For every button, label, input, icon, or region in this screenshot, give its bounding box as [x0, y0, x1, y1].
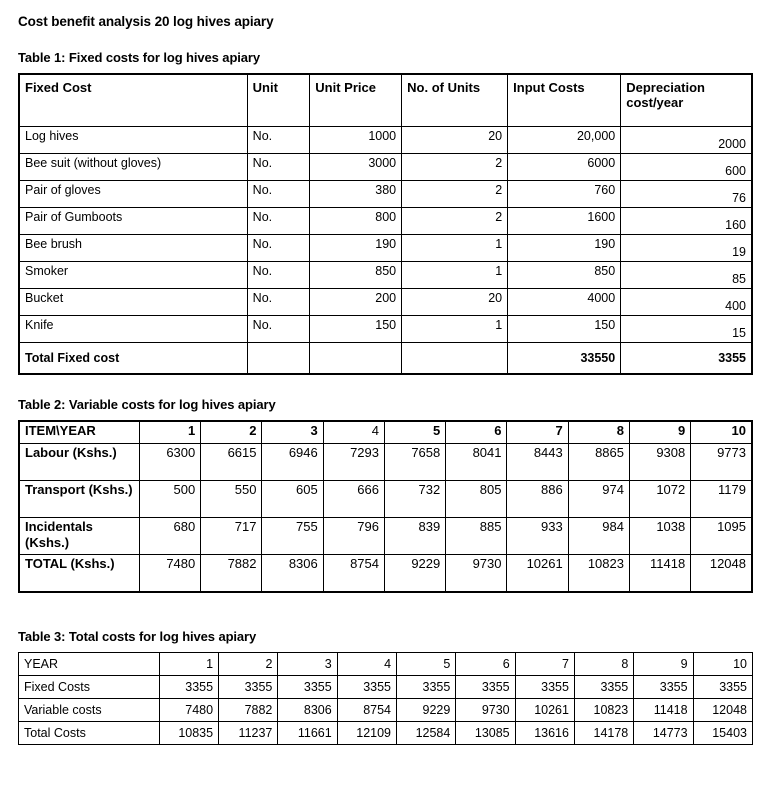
cell-value: 9773	[691, 444, 752, 481]
cell-value: 7293	[323, 444, 384, 481]
cell-unit-price: 190	[310, 235, 402, 262]
cell-value: 796	[323, 518, 384, 555]
cell-depreciation: 85	[621, 262, 752, 289]
cell-input-cost: 6000	[508, 154, 621, 181]
cell-value: 9229	[397, 699, 456, 722]
cell-no-of-units: 20	[402, 127, 508, 154]
cell-value: 3355	[693, 676, 752, 699]
cell-no-of-units: 1	[402, 316, 508, 343]
cell-value: 14178	[574, 722, 633, 745]
cell-input-cost: 1600	[508, 208, 621, 235]
cell-no-of-units: 20	[402, 289, 508, 316]
cell-item-name: Bee brush	[19, 235, 247, 262]
cell-value: 3355	[634, 676, 693, 699]
column-header-year-8: 8	[568, 421, 629, 444]
cell-value: 717	[201, 518, 262, 555]
cell-value: 3355	[219, 676, 278, 699]
cell-depreciation: 15	[621, 316, 752, 343]
cell-unit: No.	[247, 181, 310, 208]
column-header-year-2: 2	[219, 653, 278, 676]
cell-value: 13085	[456, 722, 515, 745]
column-header-year-1: 1	[159, 653, 218, 676]
column-header-fixed-cost: Fixed Cost	[19, 74, 247, 127]
cell-item-name: Pair of Gumboots	[19, 208, 247, 235]
cell-value: 10261	[515, 699, 574, 722]
cell-value: 1072	[629, 481, 690, 518]
column-header-year-8: 8	[574, 653, 633, 676]
cell-value: 500	[139, 481, 200, 518]
table2-header	[19, 421, 752, 444]
table-header-row	[19, 74, 752, 127]
cell-item-name: Log hives	[19, 127, 247, 154]
row-header-incidentals: Incidentals (Kshs.)	[19, 518, 139, 555]
table2-caption: Table 2: Variable costs for log hives apiary	[18, 397, 276, 412]
column-header-year-7: 7	[507, 421, 568, 444]
cell-total-depreciation: 3355	[621, 343, 752, 375]
cell-value: 974	[568, 481, 629, 518]
cell-value: 11418	[629, 555, 690, 593]
table3-header	[19, 653, 753, 676]
cell-input-cost: 760	[508, 181, 621, 208]
table-row	[19, 208, 752, 235]
cell-value: 8306	[262, 555, 323, 593]
cell-value: 13616	[515, 722, 574, 745]
table3-caption: Table 3: Total costs for log hives apiary	[18, 629, 257, 644]
cell-value: 984	[568, 518, 629, 555]
table3-body	[19, 676, 753, 745]
row-header-total-costs: Total Costs	[19, 722, 160, 745]
table-total-row	[19, 343, 752, 375]
cell-no-of-units: 1	[402, 262, 508, 289]
table-row	[19, 181, 752, 208]
cell-value: 8041	[446, 444, 507, 481]
table-header-row	[19, 653, 753, 676]
cell-value: 12048	[691, 555, 752, 593]
row-header-total: TOTAL (Kshs.)	[19, 555, 139, 593]
table-row	[19, 481, 752, 518]
cell-unit-price: 200	[310, 289, 402, 316]
cell-unit-price: 850	[310, 262, 402, 289]
cell-input-cost: 20,000	[508, 127, 621, 154]
cell-item-name: Smoker	[19, 262, 247, 289]
cell-value: 10823	[568, 555, 629, 593]
cell-unit: No.	[247, 154, 310, 181]
total-costs-table	[18, 652, 753, 745]
column-header-year-10: 10	[691, 421, 752, 444]
cell-no-of-units: 2	[402, 154, 508, 181]
column-header-year-1: 1	[139, 421, 200, 444]
cell-value: 11418	[634, 699, 693, 722]
cell-unit: No.	[247, 289, 310, 316]
cell-no-of-units: 2	[402, 208, 508, 235]
cell-total-unit-price	[310, 343, 402, 375]
table-row	[19, 555, 752, 593]
cell-item-name: Bee suit (without gloves)	[19, 154, 247, 181]
cell-depreciation: 160	[621, 208, 752, 235]
cell-value: 10835	[159, 722, 218, 745]
cell-value: 666	[323, 481, 384, 518]
cell-value: 605	[262, 481, 323, 518]
table-row	[19, 262, 752, 289]
cell-unit-price: 1000	[310, 127, 402, 154]
cell-value: 3355	[278, 676, 337, 699]
cell-value: 550	[201, 481, 262, 518]
column-header-year-7: 7	[515, 653, 574, 676]
cell-no-of-units: 2	[402, 181, 508, 208]
column-header-year-10: 10	[693, 653, 752, 676]
cell-value: 6300	[139, 444, 200, 481]
cell-total-unit	[247, 343, 310, 375]
column-header-year-4: 4	[323, 421, 384, 444]
cell-value: 7882	[219, 699, 278, 722]
column-header-depreciation: Depreciation cost/year	[621, 74, 752, 127]
cell-value: 14773	[634, 722, 693, 745]
table1-caption: Table 1: Fixed costs for log hives apiary	[18, 50, 261, 65]
cell-input-cost: 150	[508, 316, 621, 343]
cell-value: 680	[139, 518, 200, 555]
cell-value: 7882	[201, 555, 262, 593]
cell-value: 755	[262, 518, 323, 555]
cell-value: 839	[384, 518, 445, 555]
table-row	[19, 289, 752, 316]
section-spacer	[18, 593, 754, 629]
table-row	[19, 316, 752, 343]
cell-value: 3355	[456, 676, 515, 699]
cell-value: 9730	[456, 699, 515, 722]
cell-value: 11237	[219, 722, 278, 745]
cell-value: 933	[507, 518, 568, 555]
cell-value: 3355	[337, 676, 396, 699]
table-row	[19, 518, 752, 555]
column-header-year-4: 4	[337, 653, 396, 676]
cell-item-name: Knife	[19, 316, 247, 343]
column-header-year-9: 9	[634, 653, 693, 676]
cell-value: 7480	[139, 555, 200, 593]
cell-value: 15403	[693, 722, 752, 745]
cell-value: 12048	[693, 699, 752, 722]
cell-total-no-of-units	[402, 343, 508, 375]
column-header-year-6: 6	[446, 421, 507, 444]
cell-value: 7658	[384, 444, 445, 481]
cell-value: 8443	[507, 444, 568, 481]
cell-unit-price: 800	[310, 208, 402, 235]
variable-costs-table	[18, 420, 753, 593]
table-row	[19, 676, 753, 699]
cell-input-cost: 190	[508, 235, 621, 262]
table1-body	[19, 127, 752, 375]
cell-value: 10261	[507, 555, 568, 593]
cell-value: 7480	[159, 699, 218, 722]
table-header-row	[19, 421, 752, 444]
cell-depreciation: 600	[621, 154, 752, 181]
column-header-year-5: 5	[397, 653, 456, 676]
cell-value: 6946	[262, 444, 323, 481]
cell-value: 3355	[515, 676, 574, 699]
column-header-year-2: 2	[201, 421, 262, 444]
column-header-unit: Unit	[247, 74, 310, 127]
row-header-variable-costs: Variable costs	[19, 699, 160, 722]
cell-unit-price: 380	[310, 181, 402, 208]
cell-value: 886	[507, 481, 568, 518]
cell-depreciation: 76	[621, 181, 752, 208]
cell-depreciation: 19	[621, 235, 752, 262]
cell-value: 9229	[384, 555, 445, 593]
cell-unit-price: 150	[310, 316, 402, 343]
table-row	[19, 127, 752, 154]
cell-depreciation: 2000	[621, 127, 752, 154]
cell-no-of-units: 1	[402, 235, 508, 262]
table-row	[19, 235, 752, 262]
cell-total-input-cost: 33550	[508, 343, 621, 375]
row-header-transport: Transport (Kshs.)	[19, 481, 139, 518]
column-header-no-of-units: No. of Units	[402, 74, 508, 127]
column-header-year-9: 9	[629, 421, 690, 444]
cell-value: 12584	[397, 722, 456, 745]
cell-value: 9730	[446, 555, 507, 593]
cell-value: 3355	[159, 676, 218, 699]
table-row	[19, 699, 753, 722]
cell-value: 11661	[278, 722, 337, 745]
column-header-year-label: YEAR	[19, 653, 160, 676]
cell-value: 1179	[691, 481, 752, 518]
row-header-labour: Labour (Kshs.)	[19, 444, 139, 481]
cell-total-label: Total Fixed cost	[19, 343, 247, 375]
cell-value: 3355	[397, 676, 456, 699]
table-row	[19, 722, 753, 745]
column-header-year-6: 6	[456, 653, 515, 676]
cell-unit-price: 3000	[310, 154, 402, 181]
column-header-year-3: 3	[278, 653, 337, 676]
table-row	[19, 154, 752, 181]
cell-value: 732	[384, 481, 445, 518]
cell-value: 885	[446, 518, 507, 555]
cell-unit: No.	[247, 235, 310, 262]
cell-value: 10823	[574, 699, 633, 722]
cell-unit: No.	[247, 208, 310, 235]
cell-item-name: Pair of gloves	[19, 181, 247, 208]
cell-value: 8754	[337, 699, 396, 722]
cell-value: 1038	[629, 518, 690, 555]
cell-item-name: Bucket	[19, 289, 247, 316]
cell-value: 8865	[568, 444, 629, 481]
column-header-unit-price: Unit Price	[310, 74, 402, 127]
cell-value: 6615	[201, 444, 262, 481]
row-header-fixed-costs: Fixed Costs	[19, 676, 160, 699]
column-header-year-5: 5	[384, 421, 445, 444]
cell-value: 8306	[278, 699, 337, 722]
cell-value: 12109	[337, 722, 396, 745]
page-title: Cost benefit analysis 20 log hives apiary	[18, 14, 274, 29]
cell-value: 3355	[574, 676, 633, 699]
fixed-costs-table	[18, 73, 753, 375]
column-header-input-costs: Input Costs	[508, 74, 621, 127]
cell-depreciation: 400	[621, 289, 752, 316]
cell-value: 8754	[323, 555, 384, 593]
cell-unit: No.	[247, 316, 310, 343]
cell-unit: No.	[247, 127, 310, 154]
cell-unit: No.	[247, 262, 310, 289]
table-row	[19, 444, 752, 481]
table1-header	[19, 74, 752, 127]
column-header-item-year: ITEM\YEAR	[19, 421, 139, 444]
cell-value: 805	[446, 481, 507, 518]
cell-input-cost: 850	[508, 262, 621, 289]
column-header-year-3: 3	[262, 421, 323, 444]
cell-value: 9308	[629, 444, 690, 481]
cell-value: 1095	[691, 518, 752, 555]
table2-body	[19, 444, 752, 593]
cell-input-cost: 4000	[508, 289, 621, 316]
section-spacer	[18, 375, 754, 397]
